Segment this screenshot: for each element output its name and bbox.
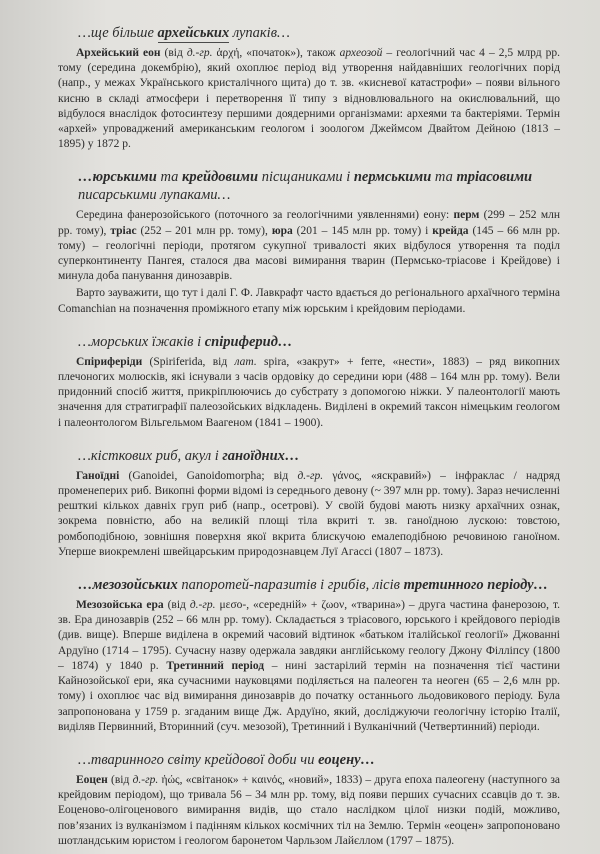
term: Архейський еон [76, 47, 161, 59]
text-run-italic: д.-гр. [297, 469, 324, 482]
term: Еоцен [76, 773, 108, 786]
heading-run-bold: …мезозойських [78, 577, 178, 594]
term: Третинний період [166, 659, 265, 672]
heading-run: …морських їжаків і [78, 333, 205, 350]
text-run: Середина фанерозойського (поточного за геологічними уявленнями) еону: [76, 209, 454, 222]
text-run: (від [163, 599, 190, 612]
term: Ганоїдні [76, 469, 120, 482]
text-run-italic: археозой [339, 47, 383, 59]
text-run-italic: д.-гр. [132, 773, 159, 786]
heading-run: та [431, 169, 457, 186]
text-run: γάνος, «яскравий») – інфраклас / надряд променеперих риб. Викопні форми відомі із середнього девону (~ 397 млн рр. тому). Зараз нечисленні решткиі кількох давніх груп риб (напр., осетрові). У своїй будові мають низку архаїчних ознак, зокрема повністю, або на великій площі тіла вкриті т. зв. ганоїдною лускою: товстою, ромбоподібною, зовнішня поверхня якої вкрита блискучою емалеподібною речовиною ганоїном. Уперше виокремлені швейцарським природознавцем Луї Агассі (1807 – 1873). [58, 469, 560, 558]
heading-run: лупаків… [229, 25, 290, 41]
term: юра [271, 224, 293, 237]
section-heading [78, 168, 560, 204]
text-run-italic: лат. [234, 355, 257, 368]
heading-run: писарськими лупаками… [78, 187, 231, 204]
text-run-italic: д.-гр. [189, 599, 216, 612]
text-run: – нині застарілий термін на позначення тієї частини Кайнозойської ери, яка сучасними науковцями поділяється на палеоген та неоген (65 – 2,6 млн рр. тому) і охоплює час від вимирання динозаврів до початку останнього льодовикового періоду. Була запропонована у 1759 р. згаданим вище Дж. Ардуїно, який, досліджуючи геологічну історію Італії, виділяв Первинний, Вторинний (суч. мезозой), Третинний і Вулканічний (Четвертинний) періоди. [58, 659, 560, 733]
section-jurassic-cretaceous [58, 168, 560, 316]
section-archean [58, 24, 560, 152]
section-ganoids [58, 447, 560, 560]
section-heading [78, 333, 560, 351]
term: Спіриферіди [76, 355, 143, 368]
heading-run-bold: …юрськими [78, 169, 157, 186]
paragraph [58, 773, 560, 849]
heading-run: та [156, 169, 182, 186]
paragraph [58, 46, 560, 152]
heading-run-bold: ганоїдних… [222, 447, 300, 464]
term: тріас [110, 224, 137, 237]
paragraph [58, 286, 560, 316]
heading-run-bold: тріасовими [456, 169, 533, 186]
section-heading [78, 576, 560, 594]
text-run: (Ganoidei, Ganoidomorpha; від [119, 469, 298, 482]
text-run: ἀρχή, «початок»), також [212, 47, 340, 59]
section-heading [78, 751, 560, 769]
text-run: spira, «закрут» + ferre, «нести», 1883) – ряд викопних плечоногих молюсків, які існували з часів ордовіку до середини юри (488 – 164 млн рр. тому). Вели придонний спосіб життя, прикріплюючись до субстрату з допомогою ніжки. У палеонтології мають значення для стратиграфії палеозойських відкладень. Виділені в окремий таксон німецьким геологом і палеонтологом Вільгельмом Ваагеном (1841 – 1900). [58, 355, 561, 429]
text-run: (від [107, 773, 133, 786]
section-heading [78, 447, 560, 465]
text-run-italic: д.-гр. [186, 47, 213, 59]
text-run: Варто зауважити, що тут і далі Г. Ф. Лавкрафт часто вдається до регіонального архаїчного терміна Comanchian на позначення проміжного етапу між юрським і крейдовим періодами. [58, 287, 560, 315]
term: Мезозойська ера [76, 599, 164, 612]
heading-run-bold: спіриферид… [204, 333, 293, 350]
paragraph [58, 355, 560, 431]
section-heading [78, 24, 560, 42]
heading-run: …тваринного світу крейдової доби чи [78, 751, 319, 768]
text-run: (145 – 66 млн рр. тому) – геологічні періоди, протягом сукупної тривалості яких відбулося утворення та поділ суперконтиненту Пангея, сталося два масові вимирання тварин (Пермсько-тріасове і Крейдове) і минула доба панування динозаврів. [58, 224, 561, 283]
paragraph [58, 208, 560, 284]
heading-run: …кісткових риб, акул і [78, 447, 223, 464]
section-eocene [58, 751, 560, 849]
heading-run-bold: архейських [157, 25, 230, 41]
text-run: – геологічний час 4 – 2,5 млрд рр. тому (середина докембрію), який охоплює період від утворення найдавніших геологічних порід (напр., у межах Українського кристалічного щита) до т. зв. «кисневої катастрофи» – появи вільного кисню в складі атмосфери і перетворення її типу з відновлювального на окислювальний, що відбулося внаслідок фотосинтезу першими доядерними організмами: археями та бактеріями. Термін «архей» упроваджений американським геологом і зоологом Джеймсом Двайтом Дейною (1813 – 1895) у 1872 р. [58, 47, 560, 151]
text-run: (Spiriferida, від [142, 355, 235, 368]
text-run: (252 – 201 млн рр. тому), [136, 224, 272, 237]
heading-run-bold: пермськими [353, 169, 432, 186]
text-run: (201 – 145 млн рр. тому) і [292, 224, 433, 237]
paragraph [58, 469, 560, 560]
text-run: μεσο-, «середній» + ζωον, «тварина») – друга частина фанерозою, т. зв. Ера динозаврів (252 – 66 млн рр. тому). Складається з тріасового, юрського і крейдового періодів (див. вище). Вперше виділена в окремий часовий відтинок «батьком італійської геології» Джованні Ардуїно (1714 – 1795). Сучасну назву одержала завдяки англійському геологу Джону Філліпсу (1800 – 1874) у 1840 р. [58, 599, 560, 672]
text-run: (299 – 252 млн рр. тому), [58, 209, 561, 237]
section-mesozoic [58, 576, 560, 735]
heading-run: папоротей-паразитів і грибів, лісів [177, 577, 404, 594]
section-spiriferids [58, 333, 560, 431]
term: крейда [432, 224, 469, 237]
heading-run-bold: крейдовими [181, 169, 259, 186]
heading-run: пісщаниками і [258, 169, 354, 186]
heading-run-bold: еоцену… [318, 751, 376, 768]
heading-run-bold: третинного періоду… [403, 577, 549, 594]
heading-run: …ще більше [78, 25, 158, 41]
term: перм [453, 209, 480, 222]
paragraph [58, 598, 560, 735]
text-run: ἠώς, «світанок» + καινός, «новий», 1833) – друга епоха палеогену (наступного за крейдовим періодом), що тривала 56 – 34 млн рр. тому, від появи перших сучасних ссавців до т. зв. Еоценово-олігоценового вимирання видів, що стало наслідком цілої низки подій, можливо, пов’язаних із вулканізмом і падінням кількох космічних тіл на Землю. Термін «еоцен» запропоновано шотландським юристом і геологом баронетом Чарльзом Лайєллом (1797 – 1875). [58, 773, 560, 847]
text-run: (від [160, 47, 187, 59]
